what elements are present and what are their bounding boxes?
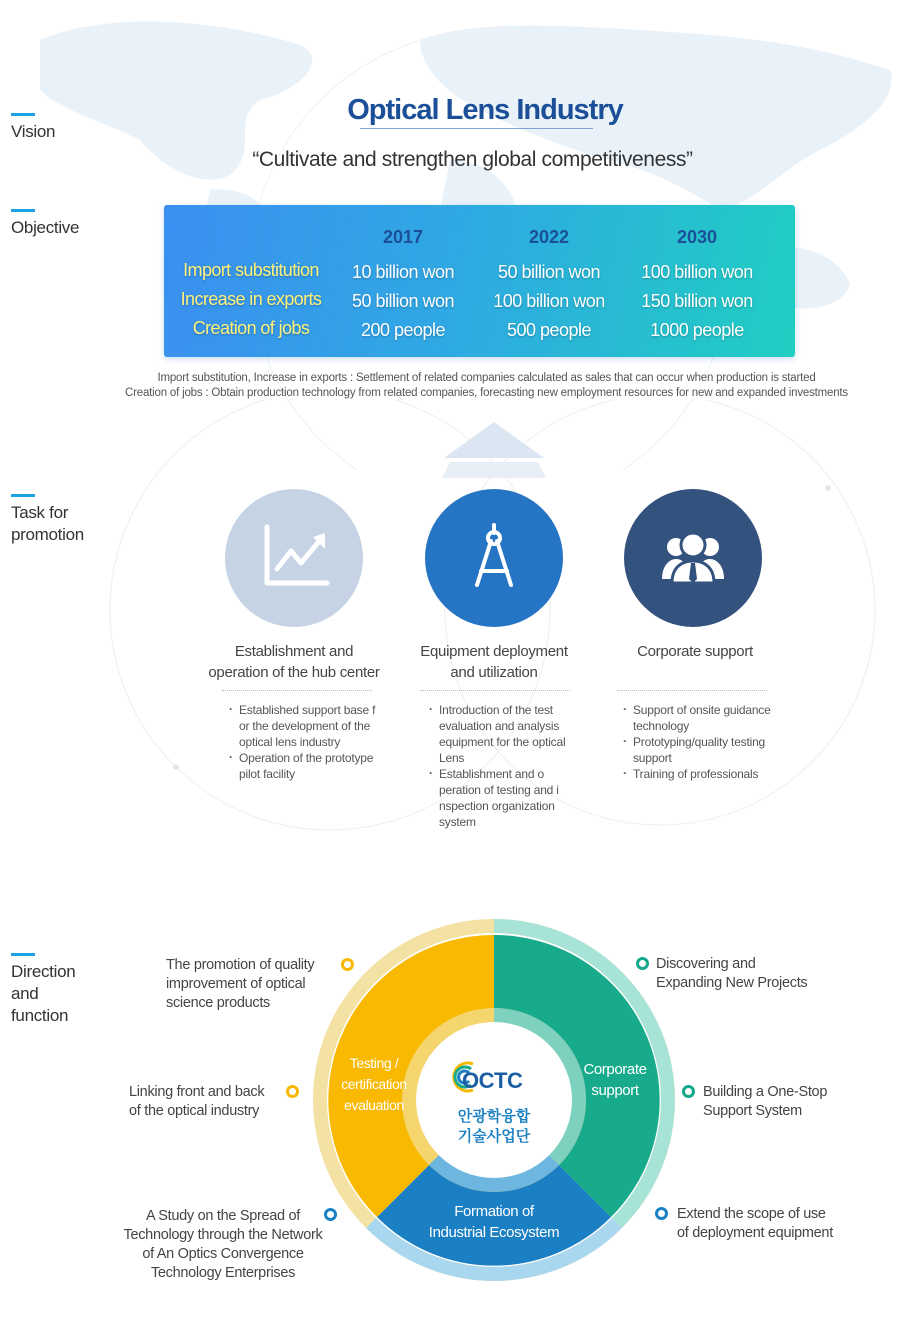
task-title-line: Establishment and xyxy=(234,643,354,660)
task-list-hub xyxy=(228,702,388,782)
task-title-line: Corporate support xyxy=(637,643,753,660)
bullet-dot-icon xyxy=(682,1085,695,1098)
table-cell: 150 billion won xyxy=(641,291,753,311)
section-task-line1: Task for xyxy=(11,503,69,522)
task-list-equipment xyxy=(428,702,574,830)
objective-table xyxy=(164,205,795,357)
table-cell: 50 billion won xyxy=(497,262,601,282)
section-task-line2: promotion xyxy=(11,525,84,544)
task-title-line: and utilization xyxy=(450,664,538,681)
direction-item-left xyxy=(108,1207,338,1283)
list-item: · Established support base f or the development of the optical lens industry xyxy=(228,702,388,750)
people-group-icon xyxy=(624,489,762,627)
direction-text-line: science products xyxy=(166,995,271,1011)
segment-label-line: Testing / xyxy=(349,1055,399,1071)
section-task-label xyxy=(11,502,84,546)
segment-label-line: evaluation xyxy=(344,1097,404,1113)
task-title-line: operation of the hub center xyxy=(208,664,380,681)
bullet-dot-icon xyxy=(341,958,354,971)
segment-label-line: Formation of xyxy=(454,1203,534,1220)
segment-label-line: Industrial Ecosystem xyxy=(428,1224,560,1241)
title-underline xyxy=(360,128,593,129)
direction-item-left xyxy=(129,1083,264,1121)
section-direction-line1: Direction xyxy=(11,962,76,981)
direction-text-line: Discovering and xyxy=(656,956,756,972)
direction-text-line: Linking front and back xyxy=(129,1084,265,1100)
direction-text-line: of An Optics Convergence xyxy=(142,1246,304,1262)
task-title-equipment xyxy=(394,641,594,683)
objective-note-1: Import substitution, Increase in exports : Settlement of related companies calculated as sales that can occur when production is started xyxy=(157,372,816,384)
growth-chart-icon xyxy=(225,489,363,627)
section-direction-line2: and xyxy=(11,984,39,1003)
hub-center-circle xyxy=(225,489,363,627)
divider xyxy=(617,690,767,691)
direction-text-line: Extend the scope of use xyxy=(677,1206,826,1222)
equipment-circle xyxy=(425,489,563,627)
direction-text-line: of the optical industry xyxy=(129,1103,260,1119)
list-item: · Training of professionals xyxy=(622,766,782,782)
table-cell: 100 billion won xyxy=(493,291,605,311)
segment-label-line: support xyxy=(591,1082,639,1099)
task-title-corporate xyxy=(595,641,795,662)
logo-korean xyxy=(437,1107,551,1147)
corporate-circle xyxy=(624,489,762,627)
direction-text-line: Technology through the Network xyxy=(123,1227,323,1243)
octc-logo xyxy=(447,1060,543,1100)
section-direction-line3: function xyxy=(11,1006,69,1025)
bullet-dot-icon xyxy=(636,957,649,970)
direction-text-line: Building a One-Stop xyxy=(703,1084,828,1100)
table-cell: 1000 people xyxy=(650,320,744,340)
section-objective-label: Objective xyxy=(11,218,80,237)
row-label-import: Import substitution xyxy=(183,260,319,280)
direction-text-line: A Study on the Spread of xyxy=(145,1208,301,1224)
table-cell: 100 billion won xyxy=(641,262,753,282)
task-title-line: Equipment deployment xyxy=(420,643,568,660)
segment-label-corporate xyxy=(570,1059,660,1101)
direction-item-right xyxy=(703,1083,827,1121)
drafting-compass-icon xyxy=(425,489,563,627)
list-item: · Operation of the prototype pilot facility xyxy=(228,750,388,782)
segment-label-line: Corporate xyxy=(583,1061,647,1078)
direction-item-right xyxy=(677,1205,833,1243)
segment-label-testing xyxy=(326,1053,422,1116)
section-direction-label xyxy=(11,961,75,1027)
divider xyxy=(222,690,372,691)
direction-marker xyxy=(11,953,35,956)
list-item: · Support of onsite guidance technology xyxy=(622,702,782,734)
direction-text-line: of deployment equipment xyxy=(677,1225,833,1241)
up-arrow-icon xyxy=(440,422,548,478)
list-item: · Establishment and o peration of testing and i nspection organization system xyxy=(428,766,574,830)
bullet-dot-icon xyxy=(655,1207,668,1220)
list-item: · Introduction of the test evaluation and analysis equipment for the optical Lens xyxy=(428,702,574,766)
direction-item-left xyxy=(166,956,314,1013)
table-cell: 50 billion won xyxy=(351,291,455,311)
direction-text-line: Expanding New Projects xyxy=(656,975,808,991)
task-list-corporate xyxy=(622,702,782,782)
task-marker xyxy=(11,494,35,497)
year-header: 2017 xyxy=(382,227,424,247)
segment-label-formation xyxy=(410,1201,578,1243)
table-cell: 200 people xyxy=(360,320,446,340)
center-disc xyxy=(416,1022,572,1178)
year-header: 2022 xyxy=(528,227,570,247)
objective-note-2: Creation of jobs : Obtain production technology from related companies, forecasting new employment resources for new and expanded investments xyxy=(125,387,848,399)
list-item: · Prototyping/quality testing support xyxy=(622,734,782,766)
row-label-jobs: Creation of jobs xyxy=(192,318,310,338)
year-header: 2030 xyxy=(676,227,718,247)
task-title-hub xyxy=(194,641,394,683)
table-cell: 500 people xyxy=(506,320,592,340)
direction-text-line: Support System xyxy=(703,1103,802,1119)
logo-korean-line: 안광학융합 xyxy=(457,1108,531,1125)
divider xyxy=(420,690,570,691)
bullet-dot-icon xyxy=(324,1208,337,1221)
section-vision-label: Vision xyxy=(11,122,56,141)
logo-korean-line: 기술사업단 xyxy=(457,1128,531,1145)
page-title: Optical Lens Industry xyxy=(347,94,623,126)
row-label-exports: Increase in exports xyxy=(180,289,322,309)
segment-label-line: certification xyxy=(341,1076,407,1092)
bullet-dot-icon xyxy=(286,1085,299,1098)
direction-text-line: improvement of optical xyxy=(166,976,306,992)
direction-text-line: Technology Enterprises xyxy=(150,1265,296,1281)
objective-marker xyxy=(11,209,35,212)
logo-text: OCTC xyxy=(462,1068,523,1093)
direction-item-right xyxy=(656,955,807,993)
vision-quote: “Cultivate and strengthen global competitiveness” xyxy=(252,148,693,171)
table-cell: 10 billion won xyxy=(351,262,455,282)
direction-text-line: The promotion of quality xyxy=(166,957,315,973)
